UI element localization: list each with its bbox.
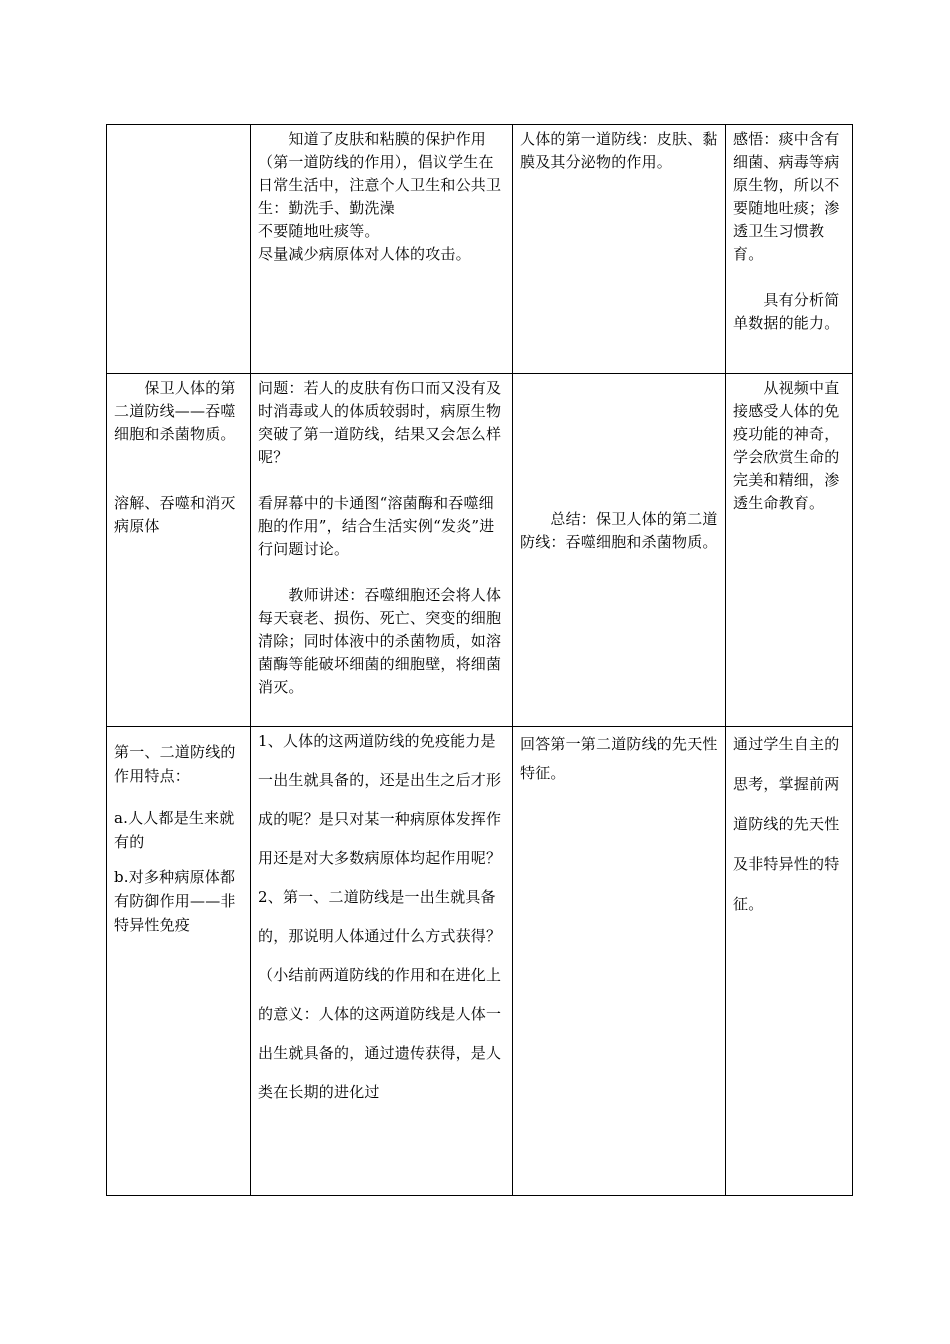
row2-student-cell [513, 374, 726, 727]
row1-goal-cell [726, 125, 853, 374]
row2-content-text-2: 溶解、吞噬和消灭病原体 [114, 494, 236, 535]
spacer [114, 469, 243, 492]
row2-content-cell [107, 374, 251, 727]
row3-content-text-2: a.人人都是生来就有的 [114, 809, 235, 851]
row3-content-text-3: b.对多种病原体都有防御作用——非特异性免疫 [114, 868, 236, 934]
row3-activity-cell [251, 727, 513, 1196]
row3-activity-text-3: （小结前两道防线的作用和在进化上的意义：人体的这两道防线是人体一出生就具备的，通过遗传获得，是人类在长期的进化过 [258, 966, 502, 1101]
spacer [114, 730, 243, 740]
row3-activity-text-2: 2、第一、二道防线是一出生就具备的，那说明人体通过什么方式获得？ [258, 888, 502, 945]
row3-goal-cell [726, 727, 853, 1196]
row1-activity-text-3: 尽量减少病原体对人体的攻击。 [258, 245, 471, 263]
row3-content-text-1: 第一、二道防线的作用特点： [114, 743, 236, 785]
row3-student-cell [513, 727, 726, 1196]
row2-activity-text-2: 看屏幕中的卡通图“溶菌酶和吞噬细胞的作用”，结合生活实例“发炎”进行问题讨论。 [258, 494, 495, 558]
row1-student-text: 人体的第一道防线：皮肤、黏膜及其分泌物的作用。 [520, 130, 718, 171]
spacer [733, 266, 845, 289]
row2-activity-cell [251, 374, 513, 727]
row2-goal-cell [726, 374, 853, 727]
row2-content-text-1: 保卫人体的第二道防线——吞噬细胞和杀菌物质。 [114, 379, 236, 443]
row2-student-text: 总结：保卫人体的第二道防线：吞噬细胞和杀菌物质。 [520, 510, 718, 551]
row1-activity-cell [251, 125, 513, 374]
spacer [520, 377, 718, 508]
table-row [107, 374, 853, 727]
row1-activity-text-2: 不要随地吐痰等。 [258, 222, 380, 240]
row3-activity-text-1: 1、人体的这两道防线的免疫能力是一出生就具备的，还是出生之后才形成的呢？是只对某一种病原体发挥作用还是对大多数病原体均起作用呢？ [258, 732, 502, 867]
row2-goal-text: 从视频中直接感受人体的免疫功能的神奇，学会欣赏生命的完美和精细，渗透生命教育。 [733, 379, 840, 512]
table-row [107, 125, 853, 374]
row1-goal-text-2: 具有分析简单数据的能力。 [733, 291, 840, 332]
row3-student-text: 回答第一第二道防线的先天性特征。 [520, 735, 718, 782]
lesson-plan-table [106, 124, 853, 1196]
row3-goal-text: 通过学生自主的思考，掌握前两道防线的先天性及非特异性的特征。 [733, 735, 840, 913]
row1-student-cell [513, 125, 726, 374]
row1-activity-text-1: 知道了皮肤和粘膜的保护作用（第一道防线的作用），倡议学生在日常生活中，注意个人卫生和公共卫生：勤洗手、勤洗澡 [258, 130, 502, 217]
table-row [107, 727, 853, 1196]
row1-goal-text-1: 感悟：痰中含有细菌、病毒等病原生物，所以不要随地吐痰；渗透卫生习惯教育。 [733, 130, 840, 263]
row2-activity-text-3: 教师讲述：吞噬细胞还会将人体每天衰老、损伤、死亡、突变的细胞清除；同时体液中的杀菌物质，如溶菌酶等能破坏细菌的细胞壁，将细菌消灭。 [258, 586, 502, 696]
spacer [258, 561, 505, 584]
spacer [114, 446, 243, 469]
spacer [258, 469, 505, 492]
row3-content-cell [107, 727, 251, 1196]
row2-activity-text-1: 问题：若人的皮肤有伤口而又没有及时消毒或人的体质较弱时，病原生物突破了第一道防线，结果又会怎么样呢？ [258, 379, 502, 466]
row1-content-cell [107, 125, 251, 374]
